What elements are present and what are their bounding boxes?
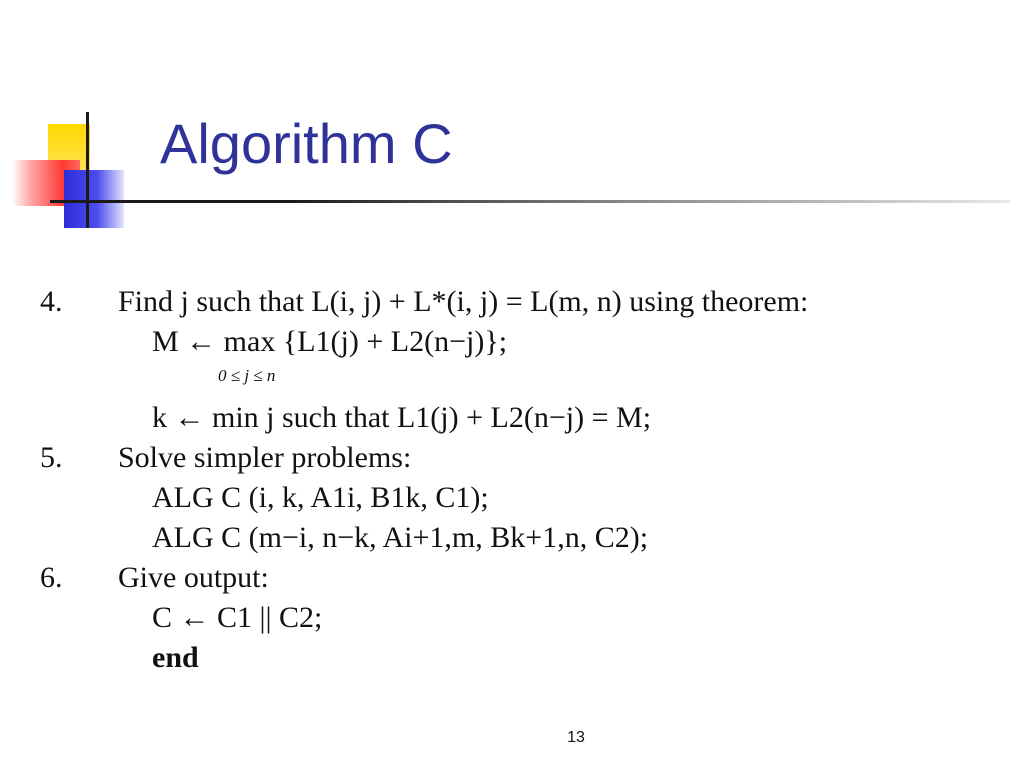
step-6-line-1 — [40, 558, 1000, 598]
title-underline — [50, 200, 1010, 203]
step-number: 4. — [40, 285, 63, 318]
step-text: Find j such that L(i, j) + L*(i, j) = L(m, n) using theorem: — [118, 285, 809, 318]
algorithm-body — [40, 282, 1000, 678]
step-5-line-1 — [40, 438, 1000, 478]
step-5-line-2: ALG C (i, k, A1i, B1k, C1); — [152, 481, 489, 514]
max-subscript-range: 0 ≤ j ≤ n — [218, 366, 276, 385]
slide-title: Algorithm C — [160, 112, 453, 175]
step-text: Give output: — [118, 561, 269, 594]
step-text: Solve simpler problems: — [118, 441, 412, 474]
step-4-line-3: k ← min j such that L1(j) + L2(n−j) = M; — [152, 401, 652, 434]
step-number: 5. — [40, 441, 63, 474]
step-6-end-keyword: end — [152, 641, 199, 674]
slide-number: 13 — [567, 729, 585, 746]
title-ornament-blue-square — [64, 170, 124, 228]
title-ornament-vertical-line — [86, 112, 89, 228]
step-number: 6. — [40, 561, 63, 594]
step-4-line-1 — [40, 282, 1000, 322]
step-4-line-2: M ← max {L1(j) + L2(n−j)}; — [152, 325, 508, 358]
step-6-line-2: C ← C1 || C2; — [152, 601, 323, 634]
step-5-line-3: ALG C (m−i, n−k, Ai+1,m, Bk+1,n, C2); — [152, 521, 649, 554]
